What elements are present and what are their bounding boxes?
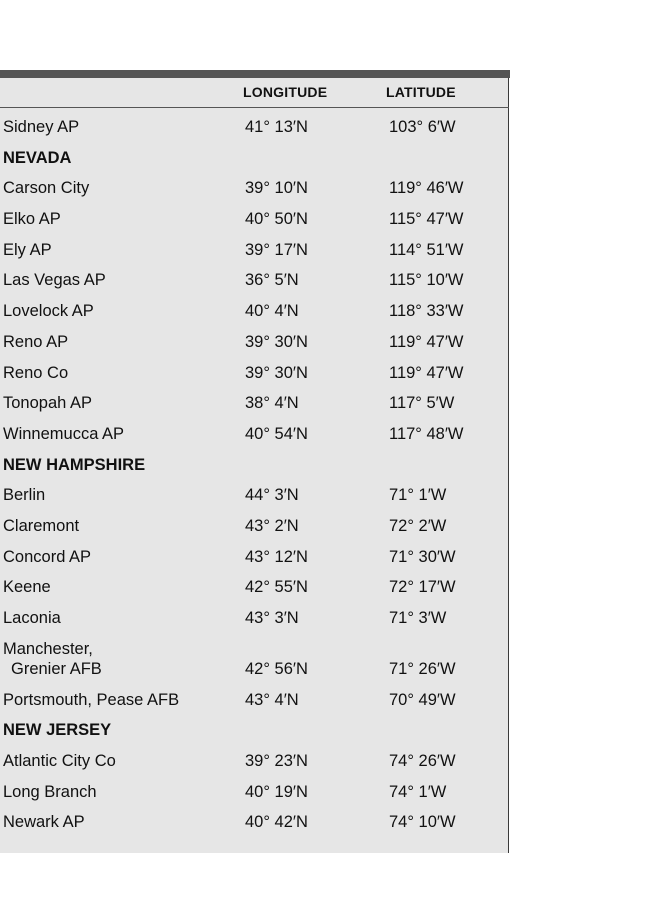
latitude-value: 74° 10′W <box>389 813 456 832</box>
location-name: Concord AP <box>3 547 92 566</box>
coordinates-table <box>0 70 509 853</box>
longitude-value: 39° 17′N <box>245 240 308 259</box>
table-row <box>0 270 509 301</box>
longitude-value: 39° 30′N <box>245 363 308 382</box>
state-section-row <box>0 720 509 751</box>
latitude-value: 115° 47′W <box>389 210 464 229</box>
longitude-value: 40° 42′N <box>245 813 308 832</box>
longitude-value: 40° 50′N <box>245 210 308 229</box>
top-rule <box>0 70 510 78</box>
longitude-value: 39° 23′N <box>245 752 308 771</box>
table-header <box>0 78 509 108</box>
location-name: Reno Co <box>3 363 69 382</box>
location-name: Las Vegas AP <box>3 271 106 290</box>
table-row <box>0 547 509 578</box>
table-row <box>0 178 509 209</box>
latitude-value: 114° 51′W <box>389 240 464 259</box>
latitude-value: 71° 30′W <box>389 547 456 566</box>
longitude-value: 36° 5′N <box>245 271 299 290</box>
location-name: Sidney AP <box>3 118 80 136</box>
state-section-row <box>0 148 509 179</box>
state-heading: NEW HAMPSHIRE <box>3 455 146 474</box>
state-heading: NEW JERSEY <box>3 721 112 740</box>
table-row <box>0 577 509 608</box>
table-row <box>0 240 509 271</box>
location-name: Keene <box>3 578 51 597</box>
table-row <box>0 516 509 547</box>
latitude-value: 72° 2′W <box>389 516 447 535</box>
latitude-value: 71° 26′W <box>389 659 456 678</box>
location-name: Atlantic City Co <box>3 752 116 771</box>
location-name: Winnemucca AP <box>3 424 125 443</box>
longitude-value: 41° 13′N <box>245 118 308 136</box>
latitude-value: 70° 49′W <box>389 690 456 709</box>
location-name: Laconia <box>3 609 61 627</box>
table-row <box>0 782 509 813</box>
longitude-value: 42° 56′N <box>245 659 308 678</box>
location-name-line1: Manchester, <box>3 639 93 658</box>
table-body <box>0 117 509 843</box>
longitude-value: 43° 2′N <box>245 516 299 535</box>
longitude-value: 39° 30′N <box>245 332 308 351</box>
location-name: Ely AP <box>3 240 52 259</box>
latitude-header: LATITUDE <box>386 84 456 100</box>
longitude-value: 38° 4′N <box>245 394 299 413</box>
location-name-line2: Grenier AFB <box>11 659 102 678</box>
location-name: Berlin <box>3 486 46 505</box>
table-row <box>0 639 509 690</box>
table-row <box>0 608 509 639</box>
table-row <box>0 209 509 240</box>
longitude-value: 42° 55′N <box>245 578 308 597</box>
table-row <box>0 301 509 332</box>
location-name: Carson City <box>3 179 90 198</box>
table-row <box>0 332 509 363</box>
latitude-value: 117° 48′W <box>389 424 464 443</box>
location-name: Newark AP <box>3 813 85 832</box>
location-name: Elko AP <box>3 210 61 229</box>
latitude-value: 74° 26′W <box>389 752 456 771</box>
latitude-value: 74° 1′W <box>389 782 447 801</box>
latitude-value: 72° 17′W <box>389 578 456 597</box>
longitude-value: 43° 4′N <box>245 690 299 709</box>
table-row <box>0 393 509 424</box>
table-row <box>0 751 509 782</box>
longitude-header: LONGITUDE <box>243 84 328 100</box>
location-name: Portsmouth, Pease AFB <box>3 690 180 709</box>
latitude-value: 71° 1′W <box>389 486 447 505</box>
location-name <box>3 639 102 679</box>
location-name: Long Branch <box>3 782 97 801</box>
longitude-value: 40° 19′N <box>245 782 308 801</box>
latitude-value: 119° 47′W <box>389 363 464 382</box>
longitude-value: 44° 3′N <box>245 486 299 505</box>
latitude-value: 103° 6′W <box>389 118 456 136</box>
table-row <box>0 117 509 148</box>
location-name: Reno AP <box>3 332 69 351</box>
location-name: Lovelock AP <box>3 302 94 321</box>
state-heading: NEVADA <box>3 148 72 167</box>
location-name: Claremont <box>3 516 80 535</box>
longitude-value: 40° 4′N <box>245 302 299 321</box>
longitude-value: 43° 12′N <box>245 547 308 566</box>
table-row <box>0 485 509 516</box>
latitude-value: 115° 10′W <box>389 271 464 290</box>
state-section-row <box>0 455 509 486</box>
latitude-value: 71° 3′W <box>389 609 447 627</box>
table-row <box>0 424 509 455</box>
table-row <box>0 363 509 394</box>
latitude-value: 119° 47′W <box>389 332 464 351</box>
latitude-value: 118° 33′W <box>389 302 464 321</box>
table-row <box>0 690 509 721</box>
latitude-value: 119° 46′W <box>389 179 464 198</box>
longitude-value: 43° 3′N <box>245 609 299 627</box>
table-row <box>0 812 509 843</box>
longitude-value: 39° 10′N <box>245 179 308 198</box>
location-name: Tonopah AP <box>3 394 92 413</box>
latitude-value: 117° 5′W <box>389 394 455 413</box>
longitude-value: 40° 54′N <box>245 424 308 443</box>
